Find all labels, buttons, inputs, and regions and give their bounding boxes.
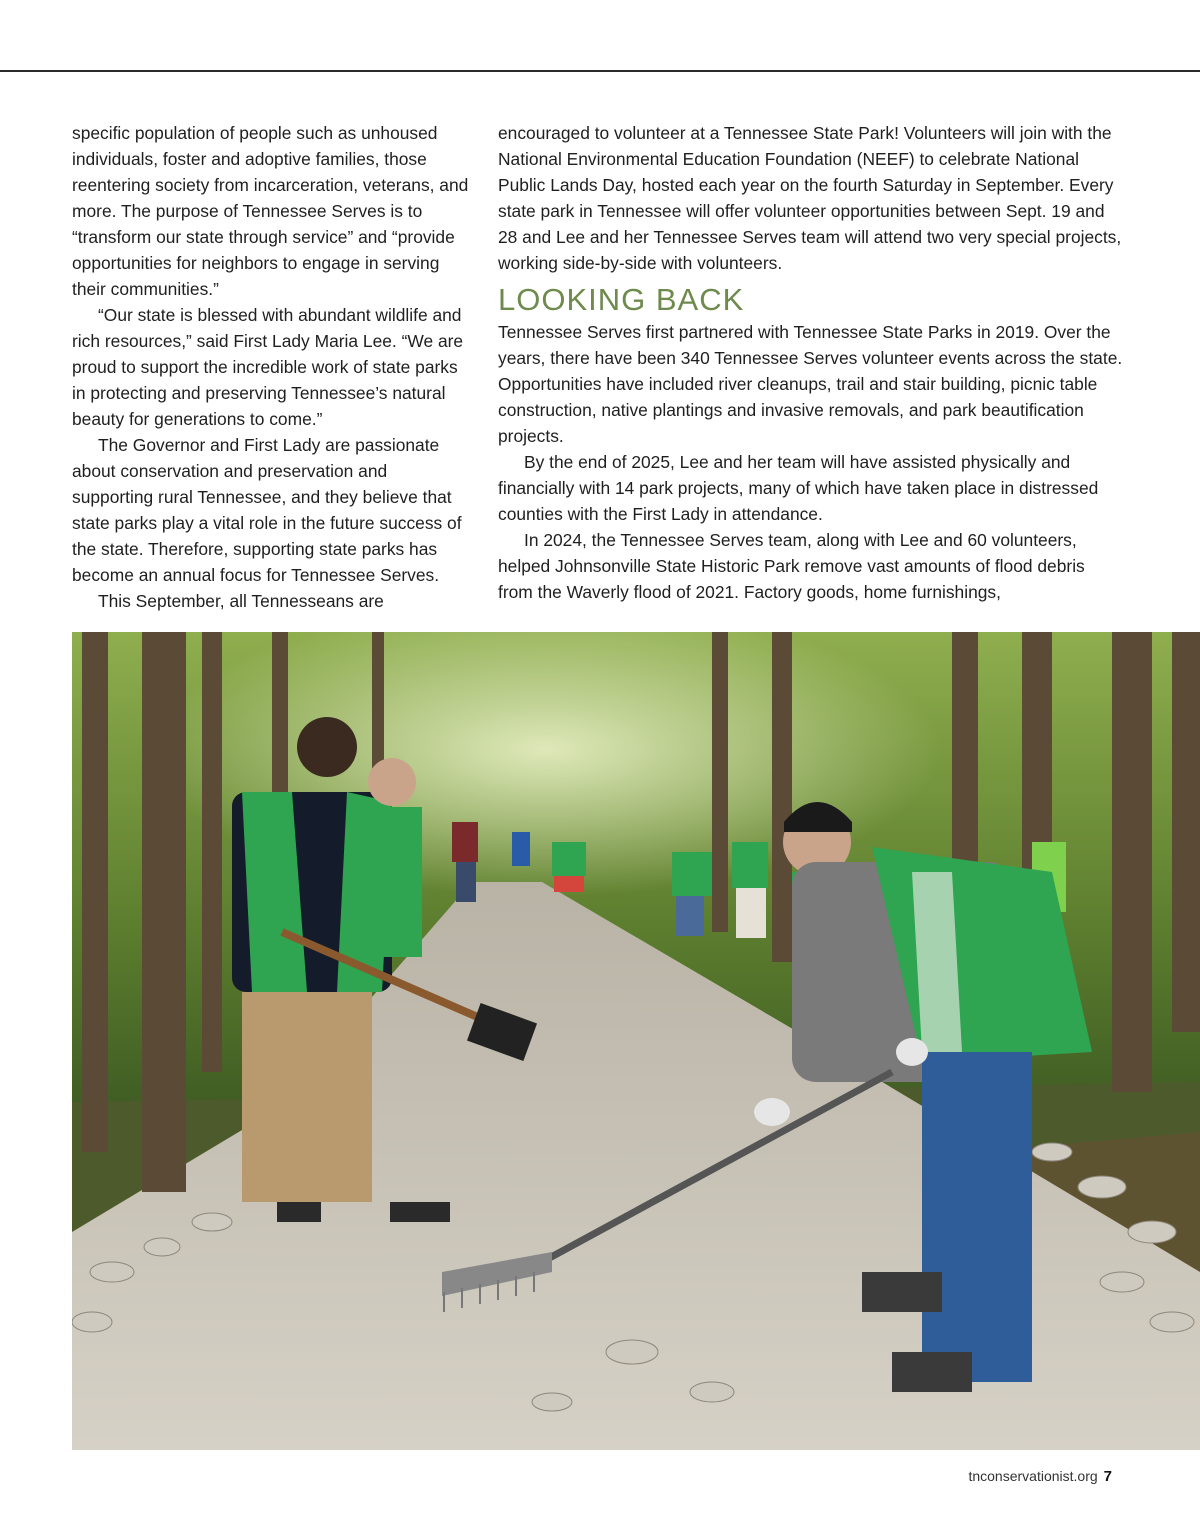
left-column [72, 120, 472, 614]
paragraph: In 2024, the Tennessee Serves team, along with Lee and 60 volunteers, helped Johnsonville State Historic Park remove vast amounts of flood debris from the Waverly flood of 2021. Factory goods, home furnishings, [498, 530, 1085, 602]
paragraph: specific population of people such as unhoused individuals, foster and adoptive families, those reentering society from incarceration, veterans, and more. The purpose of Tennessee Serves is to “transform our state through service” and “provide opportunities for neighbors to engage in serving their communities.” [72, 123, 469, 299]
paragraph: “Our state is blessed with abundant wildlife and rich resources,” said First Lady Maria Lee. “We are proud to support the incredible work of state parks in protecting and preserving Tennessee’s natural beauty for generations to come.” [72, 305, 464, 429]
volunteers-trail-photo [72, 632, 1200, 1450]
paragraph: This September, all Tennesseans are [98, 591, 384, 611]
paragraph: Tennessee Serves first partnered with Tennessee State Parks in 2019. Over the years, there have been 340 Tennessee Serves volunteer events across the state. Opportunities have included river cleanups, trail and stair building, picnic table construction, native plantings and invasive removals, and park beautification projects. [498, 322, 1123, 446]
paragraph: encouraged to volunteer at a Tennessee State Park! Volunteers will join with the National Environmental Education Foundation (NEEF) to celebrate National Public Lands Day, hosted each year on the fourth Saturday in September. Every state park in Tennessee will offer volunteer opportunities between Sept. 19 and 28 and Lee and her Tennessee Serves team will attend two very special projects, working side-by-side with volunteers. [498, 123, 1122, 273]
paragraph: By the end of 2025, Lee and her team will have assisted physically and financially with 14 park projects, many of which have taken place in distressed counties with the First Lady in attendance. [498, 452, 1099, 524]
page-number: 7 [1103, 1468, 1112, 1485]
top-rule [0, 70, 1200, 72]
section-heading: LOOKING BACK [498, 282, 745, 317]
page-footer [968, 1468, 1112, 1485]
footer-site: tnconservationist.org [968, 1468, 1098, 1484]
right-column [498, 120, 1123, 605]
paragraph: The Governor and First Lady are passionate about conservation and preservation and supporting rural Tennessee, and they believe that state parks play a vital role in the future success of the state. Therefore, supporting state parks has become an annual focus for Tennessee Serves. [72, 435, 462, 585]
